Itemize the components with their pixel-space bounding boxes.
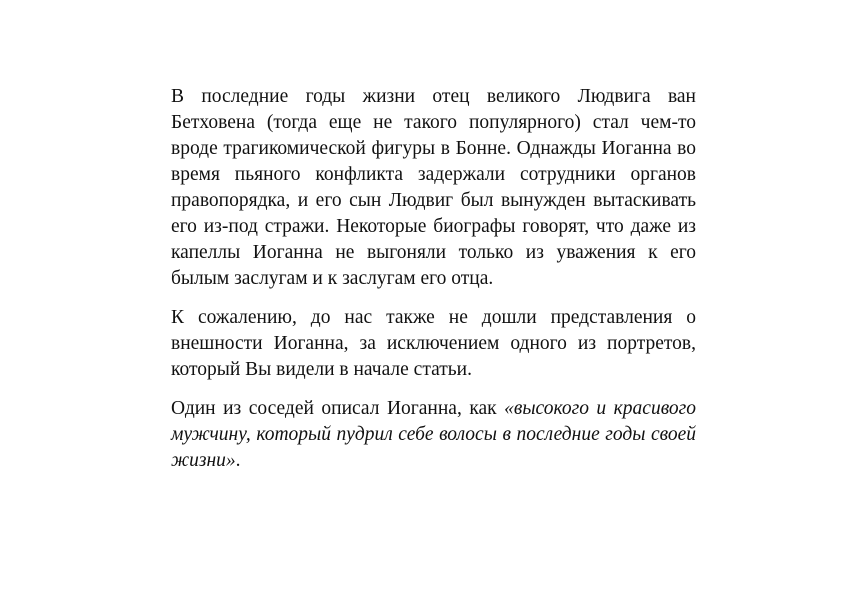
paragraph-3-tail: . bbox=[235, 450, 241, 471]
paragraph-3 bbox=[171, 396, 696, 474]
paragraph-1 bbox=[171, 84, 696, 292]
neighbor-quote: «высокого и красивого мужчину, который пудрил себе волосы в последние годы своей жизни» bbox=[171, 398, 697, 471]
article-text bbox=[171, 84, 696, 474]
paragraph-2 bbox=[171, 305, 696, 383]
paragraph-1-text: В последние годы жизни отец великого Людвига ван Бетховена (тогда еще не такого популярного) стал чем-то вроде трагикомической фигуры в Бонне. Однажды Иоганна во время пьяного конфликта задержали сотрудники органов правопорядка, и его сын Людвиг был вынужден вытаскивать его из-под стражи. Некоторые биографы говорят, что даже из капеллы Иоганна не выгоняли только из уважения к его былым заслугам и к заслугам его отца. bbox=[171, 86, 696, 289]
paragraph-3-text: Один из соседей описал Иоганна, как bbox=[171, 398, 505, 419]
paragraph-2-text: К сожалению, до нас также не дошли представления о внешности Иоганна, за исключением одного из портретов, который Вы видели в начале статьи. bbox=[171, 307, 696, 380]
